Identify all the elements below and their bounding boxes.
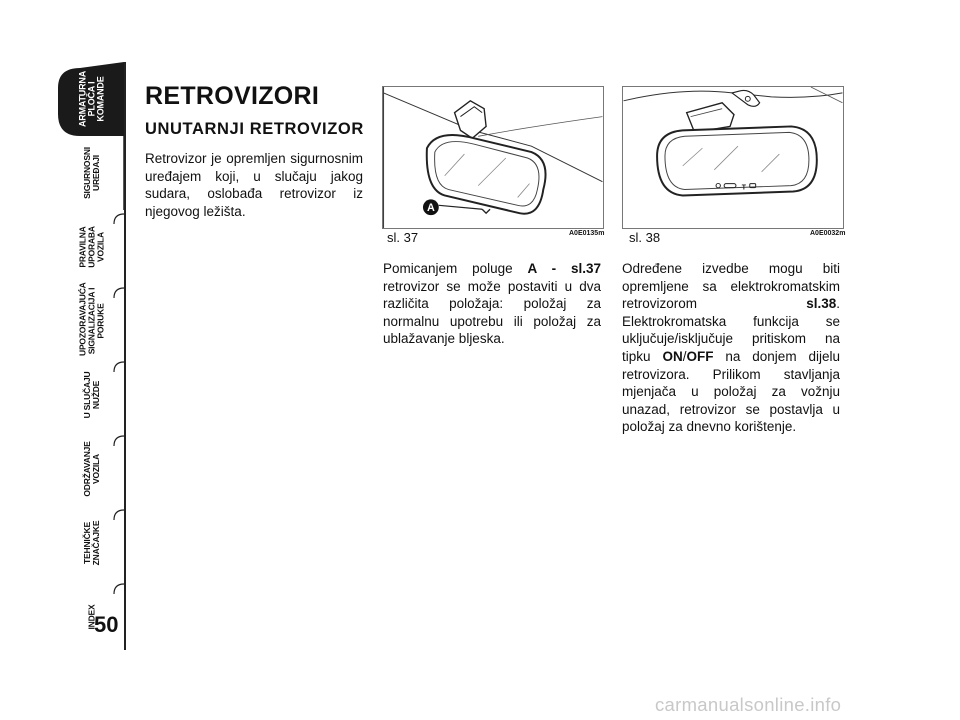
on-label-bold: ON — [662, 348, 683, 364]
figure-38-electrochromic-mirror — [622, 86, 844, 229]
figure-38-caption: sl. 38 — [629, 230, 661, 245]
para-text: / — [682, 348, 687, 364]
tab-odrzavanje-vozila[interactable] — [58, 432, 126, 506]
para-text: Određene izvedbe mogu biti opremljene sa elektrokromatskim retrovizorom — [622, 261, 840, 312]
figure-37-code: A0E0135m — [569, 230, 605, 237]
tab-upozoravajuca-signalizacija[interactable] — [58, 284, 126, 358]
para-text: . Elektrokromatska funkcija se uključuje/isključuje pritiskom na tipku — [622, 296, 840, 364]
tab-tehnicke-znacajke[interactable] — [58, 506, 126, 580]
tab-u-slucaju-nuzde[interactable] — [58, 358, 126, 432]
tab-pravilna-uporaba[interactable] — [58, 210, 126, 284]
para-ref-bold: sl.38 — [806, 296, 837, 312]
figure-38-code: A0E0032m — [810, 230, 846, 237]
para-text: retrovizor se može postaviti u dva različita položaja: položaj za normalnu upotrebu ili položaj za ublažavanje bljeska. — [383, 278, 601, 347]
electrochromic-paragraph — [622, 260, 840, 436]
page-title: RETROVIZORI — [145, 82, 320, 110]
figure-37-caption: sl. 37 — [387, 230, 419, 245]
tab-armaturna-ploca[interactable] — [58, 62, 126, 136]
tab-label: U SLUČAJU NUŽDE — [82, 371, 101, 419]
tab-label: UPOZORAVAJUĆA SIGNALIZACIJA I PORUKE — [77, 282, 106, 356]
button-mark: T — [741, 184, 746, 192]
tab-label: ARMATURNA PLOČA I KOMANDE — [77, 70, 106, 128]
page-number: 50 — [94, 612, 119, 637]
section-subtitle: UNUTARNJI RETROVIZOR — [145, 120, 364, 138]
electrochromic-mirror-illustration — [623, 87, 843, 228]
tab-label: SIGURNOSNI UREĐAJI — [82, 147, 101, 199]
lever-paragraph — [383, 260, 601, 348]
tab-label: TEHNIČKE ZNAČAJKE — [82, 520, 101, 566]
watermark: carmanualsonline.info — [655, 694, 842, 715]
figure-37-interior-mirror-lever — [382, 86, 604, 229]
intro-paragraph: Retrovizor je opremljen sigurnosnim uređajem koji, u slučaju jakog sudara, oslobađa retrovizor iz njegovog ležišta. — [145, 151, 363, 219]
tab-label: ODRŽAVANJE VOZILA — [82, 441, 101, 497]
section-tabs — [58, 62, 126, 650]
para-text: Pomicanjem poluge — [383, 261, 528, 276]
tab-sigurnosni-uredaji[interactable] — [58, 136, 126, 210]
tab-label: PRAVILNA UPORABA VOZILA — [77, 226, 106, 268]
off-label-bold: OFF — [686, 348, 714, 364]
para-text: na donjem dijelu retrovizora. Prilikom stavljanja mjenjača u položaj za vožnju unazad, retrovizor se postavlja u položaj za dnevno korištenje. — [622, 348, 840, 435]
mirror-lever-illustration — [383, 87, 603, 228]
callout-a-label: A — [426, 202, 435, 215]
para-ref-bold: A - sl.37 — [527, 261, 601, 276]
tab-label: INDEX — [86, 604, 97, 630]
